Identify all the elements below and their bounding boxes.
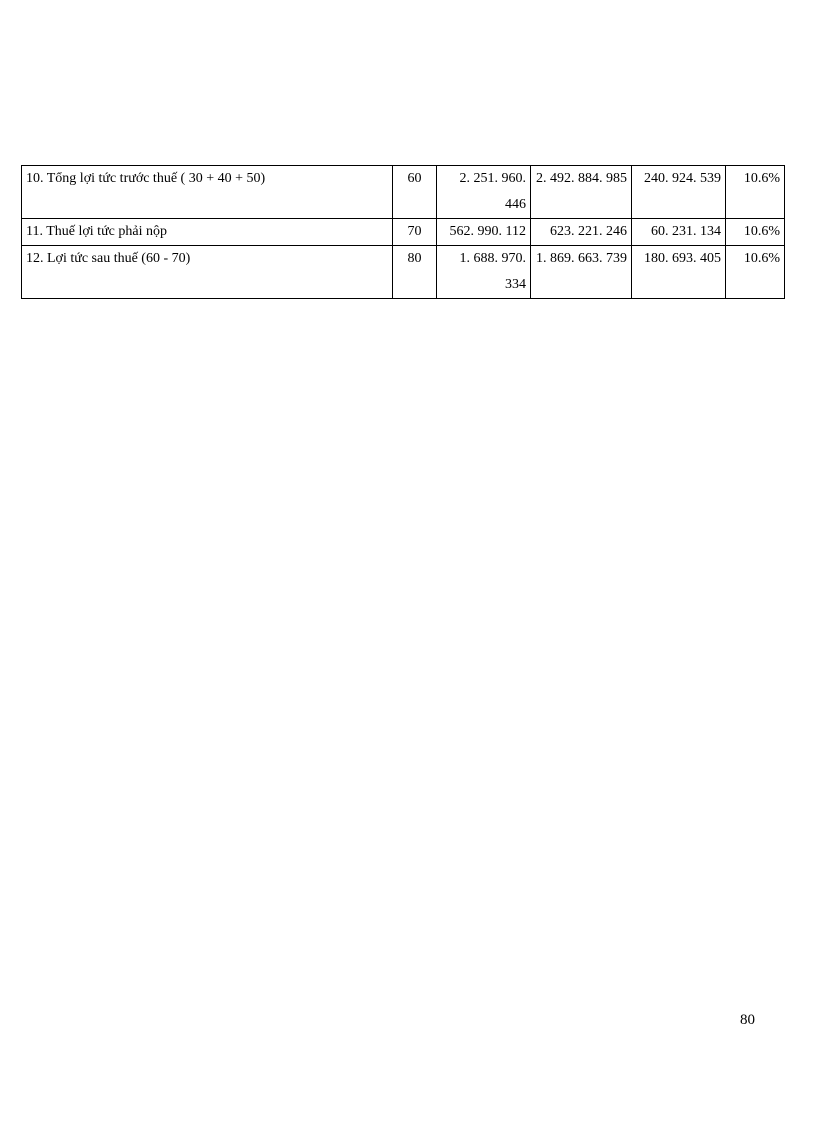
percentage-cell: 10.6% <box>726 166 785 219</box>
row-label-cell: 10. Tổng lợi tức trước thuế ( 30 + 40 + 50) <box>22 166 393 219</box>
table-row <box>22 166 785 219</box>
financial-table <box>21 165 785 299</box>
value-cell: 2. 492. 884. 985 <box>531 166 632 219</box>
value-cell: 623. 221. 246 <box>531 219 632 246</box>
value-cell: 562. 990. 112 <box>437 219 531 246</box>
row-code-cell: 80 <box>393 246 437 299</box>
value-cell: 2. 251. 960. 446 <box>437 166 531 219</box>
difference-cell: 180. 693. 405 <box>632 246 726 299</box>
percentage-cell: 10.6% <box>726 246 785 299</box>
value-cell: 1. 688. 970. 334 <box>437 246 531 299</box>
row-code-cell: 70 <box>393 219 437 246</box>
row-code-cell: 60 <box>393 166 437 219</box>
value-cell: 1. 869. 663. 739 <box>531 246 632 299</box>
row-label-cell: 11. Thuế lợi tức phải nộp <box>22 219 393 246</box>
difference-cell: 240. 924. 539 <box>632 166 726 219</box>
row-label-cell: 12. Lợi tức sau thuế (60 - 70) <box>22 246 393 299</box>
page-number: 80 <box>740 1012 755 1028</box>
table-row <box>22 219 785 246</box>
difference-cell: 60. 231. 134 <box>632 219 726 246</box>
table-row <box>22 246 785 299</box>
percentage-cell: 10.6% <box>726 219 785 246</box>
